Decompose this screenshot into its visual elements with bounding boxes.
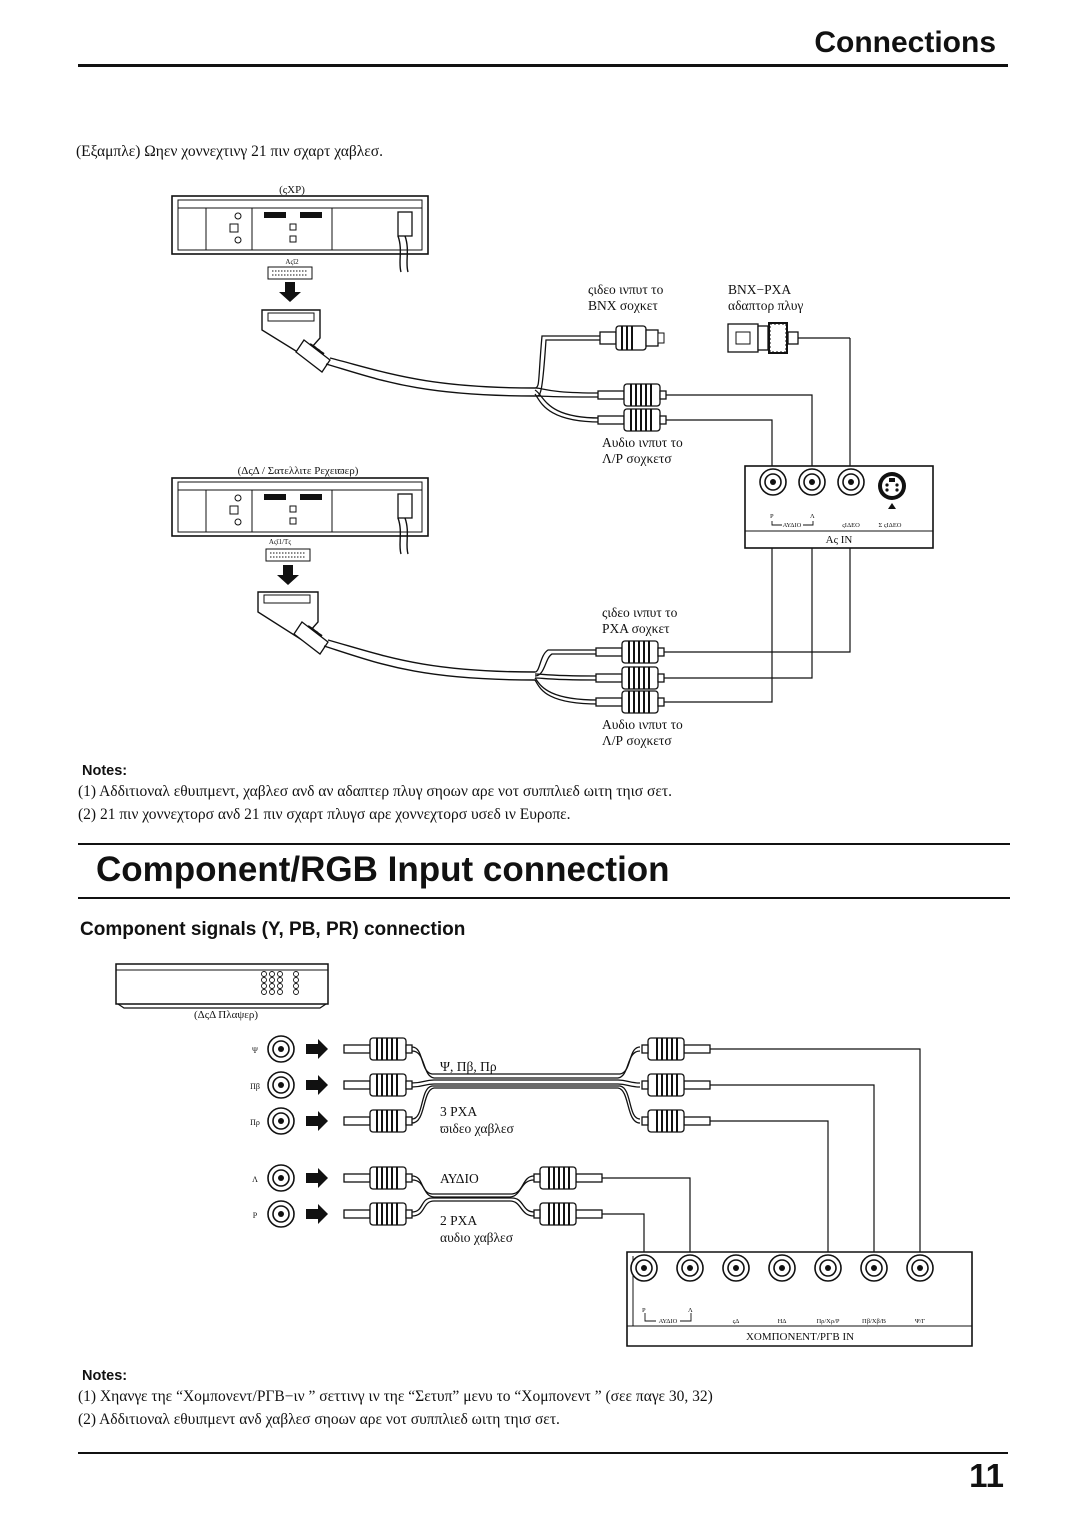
rca2-label-2: αυδιο χαβλεσ	[440, 1230, 514, 1245]
scart-plug-2	[258, 592, 598, 704]
rca-plug-pr	[344, 1110, 412, 1132]
comp-panel-pr: Πρ/Χρ/Ρ	[816, 1318, 840, 1325]
jack-label-pb: Πβ	[250, 1082, 260, 1091]
vd-jack-icon	[723, 1255, 749, 1281]
audio1-label-2: Λ/Ρ σοχκετσ	[602, 451, 672, 466]
comp-panel-audio: ΑΥΔΙΟ	[658, 1318, 678, 1325]
bnc-rca-adapter	[728, 322, 850, 354]
note-item: (2) Αδδιτιοναλ εθυιπμεντ ανδ χαβλεσ σηοων αρε νοτ συππλιεδ ωιτη τηισ σετ.	[78, 1411, 560, 1428]
footer-rule	[78, 1452, 1008, 1454]
dvd-player-label: (ΔςΔ Πλαψερ)	[193, 1009, 259, 1021]
video-jack-icon	[838, 469, 864, 495]
bnc-video-label-1: ςιδεο ινπυτ το	[588, 282, 664, 297]
rca-plug-y	[344, 1038, 412, 1060]
rca-plug-video-2	[596, 641, 664, 663]
component-plugs-right	[642, 1038, 710, 1132]
l-jack-icon	[799, 469, 825, 495]
r-in-jack-icon	[631, 1255, 657, 1281]
comp-panel-title: ΧΟΜΠΟΝΕΝΤ/ΡΓΒ ΙΝ	[745, 1331, 855, 1343]
audio-cable-label: ΑΥΔΙΟ	[440, 1171, 479, 1186]
notes-heading: Notes:	[82, 763, 128, 779]
y-out-jack-icon	[268, 1036, 294, 1062]
av-panel-video: ςΙΔΕΟ	[842, 522, 860, 529]
comp-panel-y: Ψ/Γ	[914, 1318, 926, 1325]
dvd-satellite-device	[172, 478, 428, 536]
right-arrow-icon	[306, 1075, 328, 1095]
audio1-label-1: Αυδιο ινπυτ το	[602, 435, 683, 450]
bnc-adapter-label-2: αδαπτορ πλυγ	[728, 298, 804, 313]
audio2-label-2: Λ/Ρ σοχκετσ	[602, 733, 672, 748]
bnc-adapter-label-1: ΒΝΧ−ΡΧΑ	[728, 282, 792, 297]
section-rule-top	[78, 843, 1010, 845]
bnc-plug	[600, 326, 664, 350]
rca-video-label-2: ΡΧΑ σοχκετ	[602, 621, 670, 636]
right-arrow-icon	[306, 1168, 328, 1188]
right-arrow-icon	[306, 1111, 328, 1131]
y-in-jack-icon	[907, 1255, 933, 1281]
note-item: (1) Αδδιτιοναλ εθυιπμεντ, χαβλεσ ανδ αν αδαπτερ πλυγ σηοων αρε νοτ συππλιεδ ωιτη τηισ σετ.	[78, 783, 672, 800]
vcr-scart-label: Αςΐ2	[285, 258, 299, 266]
note-item: (2) 21 πιν χοννεχτορσ ανδ 21 πιν σχαρτ πλυγσ αρε χοννεχτορσ υσεδ ιν Ευροπε.	[78, 806, 571, 823]
dvd-scart-socket	[266, 549, 310, 561]
right-arrow-icon	[306, 1039, 328, 1059]
rca-video-label-1: ςιδεο ινπυτ το	[602, 605, 678, 620]
rca-plug-l	[344, 1167, 412, 1189]
scart-plug-1	[262, 310, 600, 422]
comp-panel-hd: ΗΔ	[777, 1318, 787, 1325]
rca2-label-1: 2 ΡΧΑ	[440, 1213, 478, 1228]
rca3-label-2: ϖιδεο χαβλεσ	[440, 1121, 514, 1136]
hd-jack-icon	[769, 1255, 795, 1281]
av-panel-title: Ας ΙΝ	[825, 534, 853, 546]
jack-label-r: Ρ	[252, 1211, 258, 1220]
audio-plugs-right	[534, 1167, 602, 1225]
audio2-label-1: Αυδιο ινπυτ το	[602, 717, 683, 732]
av-panel-audio: ΑΥΔΙΟ	[782, 522, 802, 529]
pr-in-jack-icon	[815, 1255, 841, 1281]
jack-label-pr: Πρ	[250, 1118, 260, 1127]
l-in-jack-icon	[677, 1255, 703, 1281]
jack-label-l: Λ	[252, 1175, 258, 1184]
rca-plug-audio-1b	[598, 409, 666, 431]
rca3-label-1: 3 ΡΧΑ	[440, 1104, 478, 1119]
section-title: Component/RGB Input connection	[96, 850, 670, 889]
page-number: 11	[969, 1457, 1004, 1494]
rca-plug-audio-2a	[596, 667, 664, 689]
video-signal-label: Ψ, Πβ, Πρ	[440, 1059, 497, 1074]
notes-heading: Notes:	[82, 1368, 128, 1384]
vcr-label: (ςΧΡ)	[279, 184, 305, 196]
vcr-device	[172, 196, 428, 272]
subsection-title: Component signals (Y, PB, PR) connection	[80, 919, 466, 940]
comp-panel-vd: ςΔ	[732, 1318, 740, 1325]
jack-label-y: Ψ	[252, 1046, 258, 1055]
rca-plug-r	[344, 1203, 412, 1225]
page-header-title: Connections	[814, 26, 996, 59]
pb-in-jack-icon	[861, 1255, 887, 1281]
rca-plug-audio-2b	[596, 691, 664, 713]
right-arrow-icon	[306, 1204, 328, 1224]
l-out-jack-icon	[268, 1165, 294, 1191]
dvd-player-device	[116, 964, 328, 1008]
av-panel-r: Ρ	[770, 513, 774, 520]
av-panel-l: Λ	[810, 513, 815, 520]
pr-out-jack-icon	[268, 1108, 294, 1134]
example-caption: (Εξαμπλε) Ωηεν χοννεχτινγ 21 πιν σχαρτ χαβλεσ.	[76, 143, 384, 160]
dvd-scart-label: Αςΐ1/Τς	[268, 538, 292, 546]
dvd-satellite-label: (ΔςΔ / Σατελλιτε Ρεχειϖερ)	[237, 465, 359, 477]
bnc-video-label-2: ΒΝΧ σοχκετ	[588, 298, 658, 313]
r-jack-icon	[760, 469, 786, 495]
vcr-scart-socket	[268, 267, 312, 279]
section-rule-bottom	[78, 897, 1010, 899]
note-item: (1) Χηανγε τηε “Χομπονεντ/ΡΓΒ−ιν ” σεττινγ ιν τηε “Σετυπ” μενυ το “Χομπονεντ ” (σεε παγε 30, 32)	[78, 1388, 713, 1405]
pb-out-jack-icon	[268, 1072, 294, 1098]
down-arrow-icon	[277, 565, 299, 585]
down-arrow-icon	[279, 282, 301, 302]
rca-plug-pb	[344, 1074, 412, 1096]
rca-plug-audio-1a	[598, 384, 666, 406]
av-panel-svideo: Σ ςΙΔΕΟ	[878, 522, 902, 529]
comp-panel-l: Λ	[688, 1307, 693, 1314]
comp-panel-pb: Πβ/Χβ/Β	[862, 1318, 886, 1325]
r-out-jack-icon	[268, 1201, 294, 1227]
comp-panel-r: Ρ	[642, 1307, 646, 1314]
